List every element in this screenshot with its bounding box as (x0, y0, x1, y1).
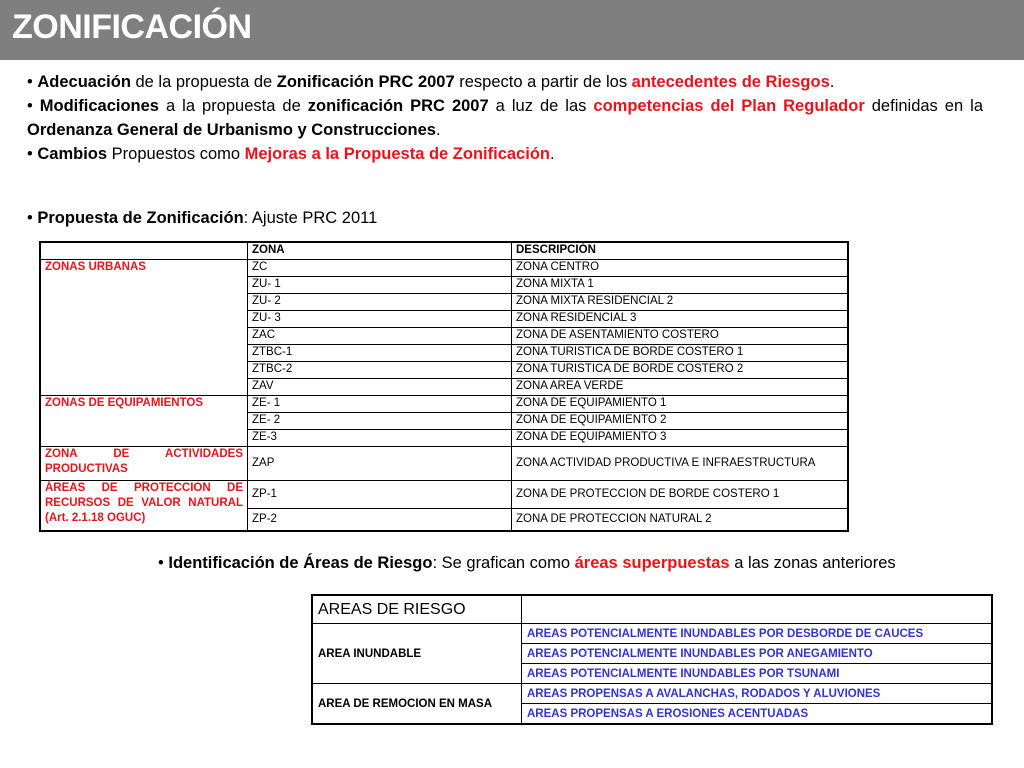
title-bar (0, 0, 1024, 60)
category-cell: ZONA DE ACTIVIDADES PRODUCTIVAS (40, 447, 248, 481)
propuesta-heading: • Propuesta de Zonificación: Ajuste PRC 2011 (27, 209, 378, 227)
table-row: ZONAS URBANAS ZC ZONA CENTRO (40, 260, 848, 277)
risk-areas-table (311, 594, 993, 725)
table-row: ZE-3 ZONA DE EQUIPAMIENTO 3 (40, 430, 848, 447)
table-row: ZAC ZONA DE ASENTAMIENTO COSTERO (40, 328, 848, 345)
table-row: ZU- 3 ZONA RESIDENCIAL 3 (40, 311, 848, 328)
table-row: AREAS PROPENSAS A EROSIONES ACENTUADAS (312, 704, 992, 725)
bullet-cambios: • Cambios Propuestos como Mejoras a la Propuesta de Zonificación. (27, 145, 555, 163)
header-zona: ZONA (248, 242, 512, 260)
risk-category-cell: AREA DE REMOCION EN MASA (312, 684, 522, 725)
table-row: ZTBC-1 ZONA TURISTICA DE BORDE COSTERO 1 (40, 345, 848, 362)
table-row: ÁREAS DE PROTECCION DE RECURSOS DE VALOR NATURAL (Art. 2.1.18 OGUC) ZP-1 ZONA DE PROTECCION DE BORDE COSTERO 1 (40, 481, 848, 509)
intro-bullets (27, 70, 983, 166)
category-cell: ZONAS URBANAS (40, 260, 248, 396)
table-row: ZE- 2 ZONA DE EQUIPAMIENTO 2 (40, 413, 848, 430)
table-row: AREAS POTENCIALMENTE INUNDABLES POR TSUNAMI (312, 664, 992, 684)
risk-header: AREAS DE RIESGO (312, 595, 522, 624)
slide-title: ZONIFICACIÓN (12, 8, 252, 46)
table-row: ZONA DE ACTIVIDADES PRODUCTIVAS ZAP ZONA ACTIVIDAD PRODUCTIVA E INFRAESTRUCTURA (40, 447, 848, 481)
table-row: ZONAS DE EQUIPAMIENTOS ZE- 1 ZONA DE EQUIPAMIENTO 1 (40, 396, 848, 413)
zonification-table (39, 241, 849, 532)
table-row: AREA DE REMOCION EN MASA AREAS PROPENSAS A AVALANCHAS, RODADOS Y ALUVIONES (312, 684, 992, 704)
table-row: AREAS POTENCIALMENTE INUNDABLES POR ANEGAMIENTO (312, 644, 992, 664)
table-row: ZTBC-2 ZONA TURISTICA DE BORDE COSTERO 2 (40, 362, 848, 379)
table-row: ZU- 1 ZONA MIXTA 1 (40, 277, 848, 294)
risk-category-cell: AREA INUNDABLE (312, 624, 522, 684)
bullet-modificaciones: • Modificaciones a la propuesta de zonificación PRC 2007 a luz de las competencias del Plan Regulador definidas en la Ordenanza General de Urbanismo y Construcciones. (27, 97, 984, 139)
risk-header-row (312, 595, 992, 624)
table-row: ZAV ZONA AREA VERDE (40, 379, 848, 396)
category-cell: ÁREAS DE PROTECCION DE RECURSOS DE VALOR NATURAL (Art. 2.1.18 OGUC) (40, 481, 248, 531)
header-descripcion: DESCRIPCIÓN (512, 242, 849, 260)
identificacion-heading: • Identificación de Áreas de Riesgo: Se grafican como áreas superpuestas a las zonas anteriores (158, 554, 896, 572)
table-row: ZU- 2 ZONA MIXTA RESIDENCIAL 2 (40, 294, 848, 311)
table-row: ZP-2 ZONA DE PROTECCION NATURAL 2 (40, 509, 848, 531)
category-cell: ZONAS DE EQUIPAMIENTOS (40, 396, 248, 447)
bullet-adecuacion: • Adecuación de la propuesta de Zonificación PRC 2007 respecto a partir de los antecedentes de Riesgos. (27, 73, 835, 91)
table-row: AREA INUNDABLE AREAS POTENCIALMENTE INUNDABLES POR DESBORDE DE CAUCES (312, 624, 992, 644)
table-header-row (40, 242, 848, 260)
